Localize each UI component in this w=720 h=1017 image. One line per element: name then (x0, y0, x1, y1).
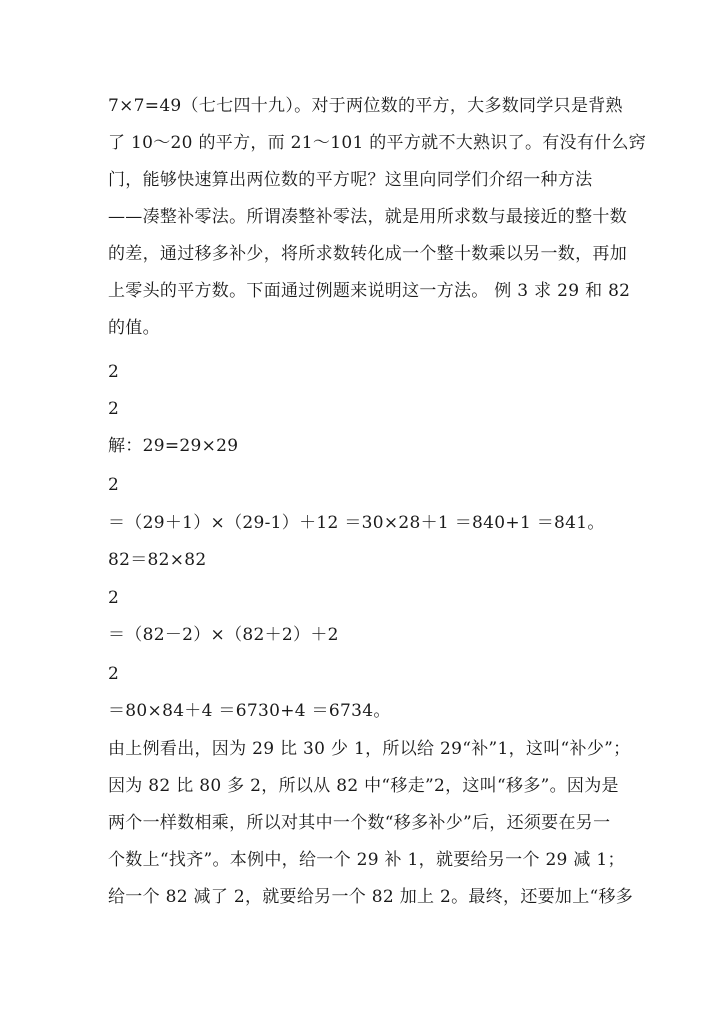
solution-line: 解：29=29×29 (108, 436, 239, 456)
text-line: 的值。 (108, 318, 160, 338)
text-line: 因为 82 比 80 多 2，所以从 82 中“移走”2，这叫“移多”。因为是 (108, 776, 619, 796)
text-line: 两个一样数相乘，所以对其中一个数“移多补少”后，还须要在另一 (108, 813, 611, 833)
superscript-exponent: 2 (108, 588, 120, 608)
superscript-exponent: 2 (108, 664, 120, 684)
text-line: 个数上“找齐”。本例中，给一个 29 补 1，就要给另一个 29 减 1； (108, 850, 625, 870)
superscript-exponent: 2 (108, 362, 120, 382)
equation-line: ＝80×84＋4 ＝6730+4 ＝6734。 (108, 701, 391, 721)
text-line: 了 10～20 的平方，而 21～101 的平方就不大熟识了。有没有什么窍 (108, 133, 647, 153)
text-line: 上零头的平方数。下面通过例题来说明这一方法。 例 3 求 29 和 82 (108, 281, 631, 301)
superscript-exponent: 2 (108, 475, 120, 495)
equation-line: ＝（29＋1）×（29-1）＋12 ＝30×28＋1 ＝840+1 ＝841。 (108, 513, 605, 533)
text-line: 由上例看出，因为 29 比 30 少 1，所以给 29“补”1，这叫“补少”； (108, 739, 631, 759)
text-line: 的差，通过移多补少，将所求数转化成一个整十数乘以另一数，再加 (108, 244, 627, 264)
equation-line: ＝（82－2）×（82＋2）＋2 (108, 625, 339, 645)
superscript-exponent: 2 (108, 399, 120, 419)
text-line: ——凑整补零法。所谓凑整补零法，就是用所求数与最接近的整十数 (108, 207, 627, 227)
text-line: 门，能够快速算出两位数的平方呢？这里向同学们介绍一种方法 (108, 170, 593, 190)
text-line: 给一个 82 减了 2，就要给另一个 82 加上 2。最终，还要加上“移多 (108, 887, 634, 907)
text-line: 7×7=49（七七四十九）。对于两位数的平方，大多数同学只是背熟 (108, 96, 623, 116)
equation-line: 82＝82×82 (108, 550, 207, 570)
